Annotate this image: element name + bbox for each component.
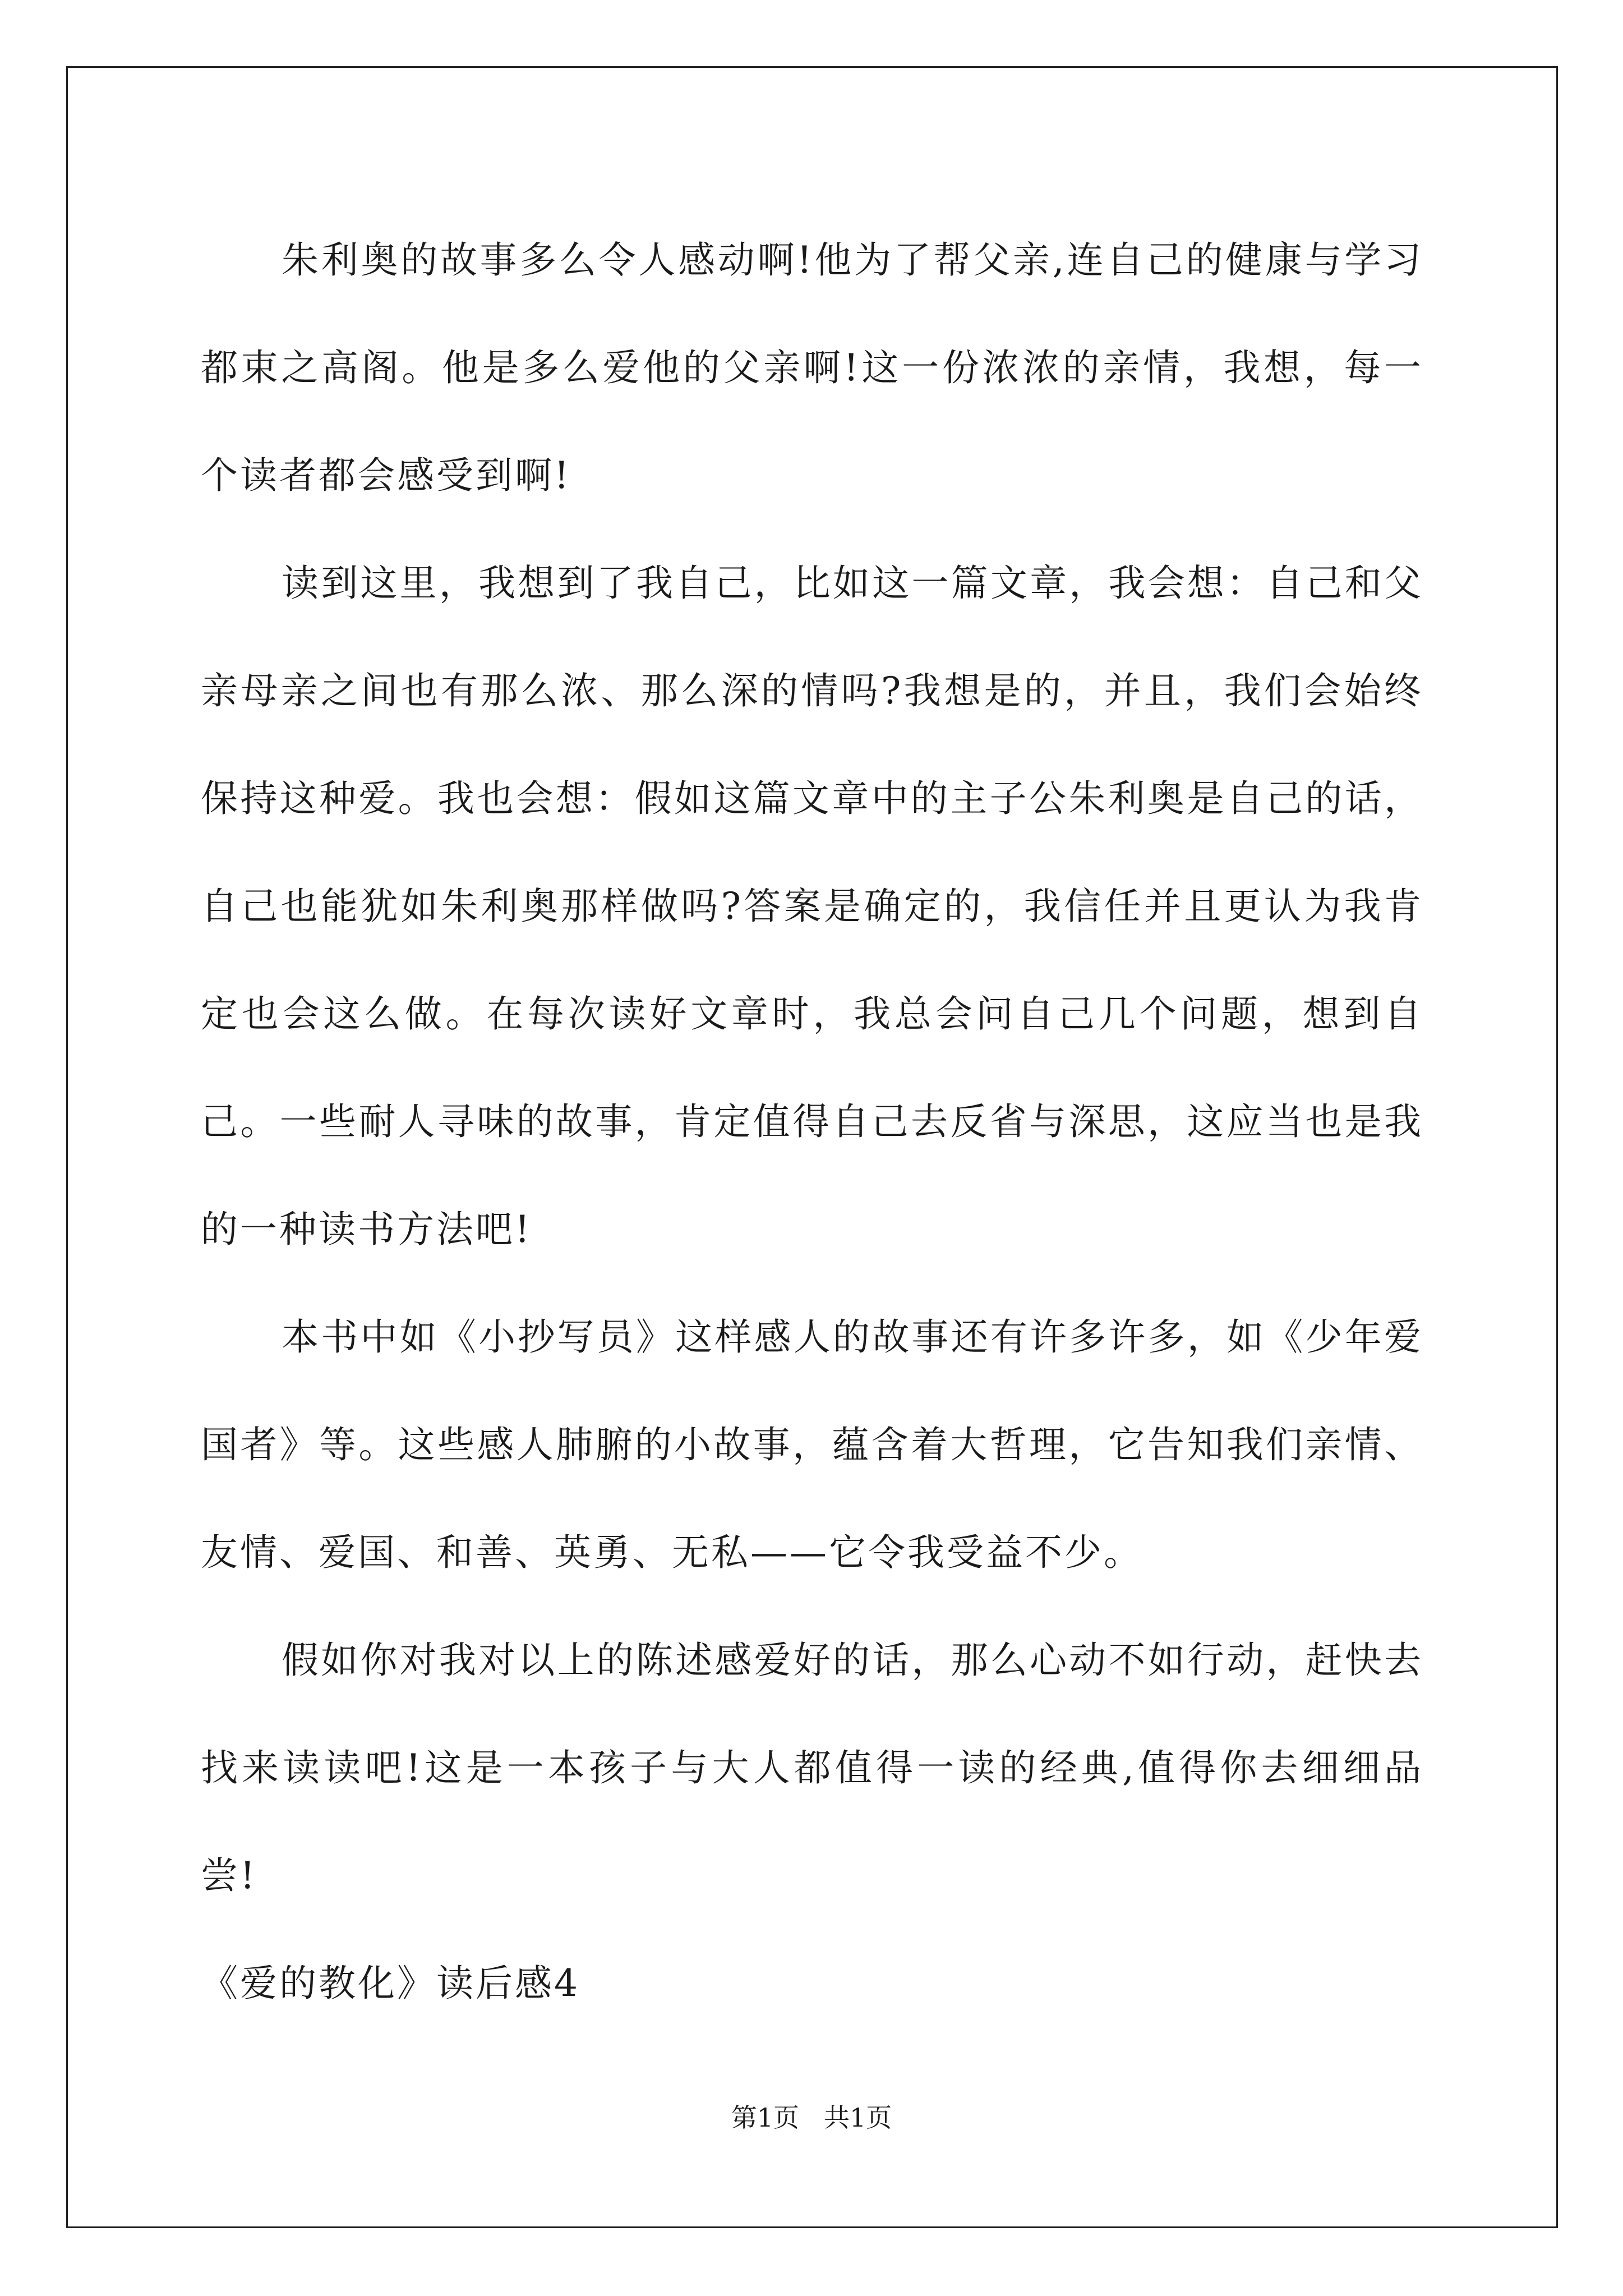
page-number: 第1页 <box>731 2102 799 2133</box>
page-footer <box>0 2101 1623 2134</box>
section-heading: 《爱的教化》读后感4 <box>201 1962 580 2005</box>
document-body <box>201 206 1423 2037</box>
paragraph-2: 读到这里，我想到了我自己，比如这一篇文章，我会想：自己和父亲母亲之间也有那么浓、那么深的情吗?我想是的，并且，我们会始终保持这种爱。我也会想：假如这篇文章中的主子公朱利奥是自己的话，自己也能犹如朱利奥那样做吗?答案是确定的，我信任并且更认为我肯定也会这么做。在每次读好文章时，我总会问自己几个问题，想到自己。一些耐人寻味的故事，肯定值得自己去反省与深思，这应当也是我的一种读书方法吧! <box>201 562 1423 1251</box>
paragraph-1: 朱利奥的故事多么令人感动啊!他为了帮父亲,连自己的健康与学习都束之高阁。他是多么爱他的父亲啊!这一份浓浓的亲情，我想，每一个读者都会感受到啊! <box>201 238 1423 497</box>
paragraph-3: 本书中如《小抄写员》这样感人的故事还有许多许多，如《少年爱国者》等。这些感人肺腑的小故事，蕴含着大哲理，它告知我们亲情、友情、爱国、和善、英勇、无私——它令我受益不少。 <box>201 1315 1423 1574</box>
paragraph-4: 假如你对我对以上的陈述感爱好的话，那么心动不如行动，赶快去找来读读吧!这是一本孩子与大人都值得一读的经典,值得你去细细品尝! <box>201 1639 1423 1897</box>
page-total: 共1页 <box>824 2102 892 2133</box>
